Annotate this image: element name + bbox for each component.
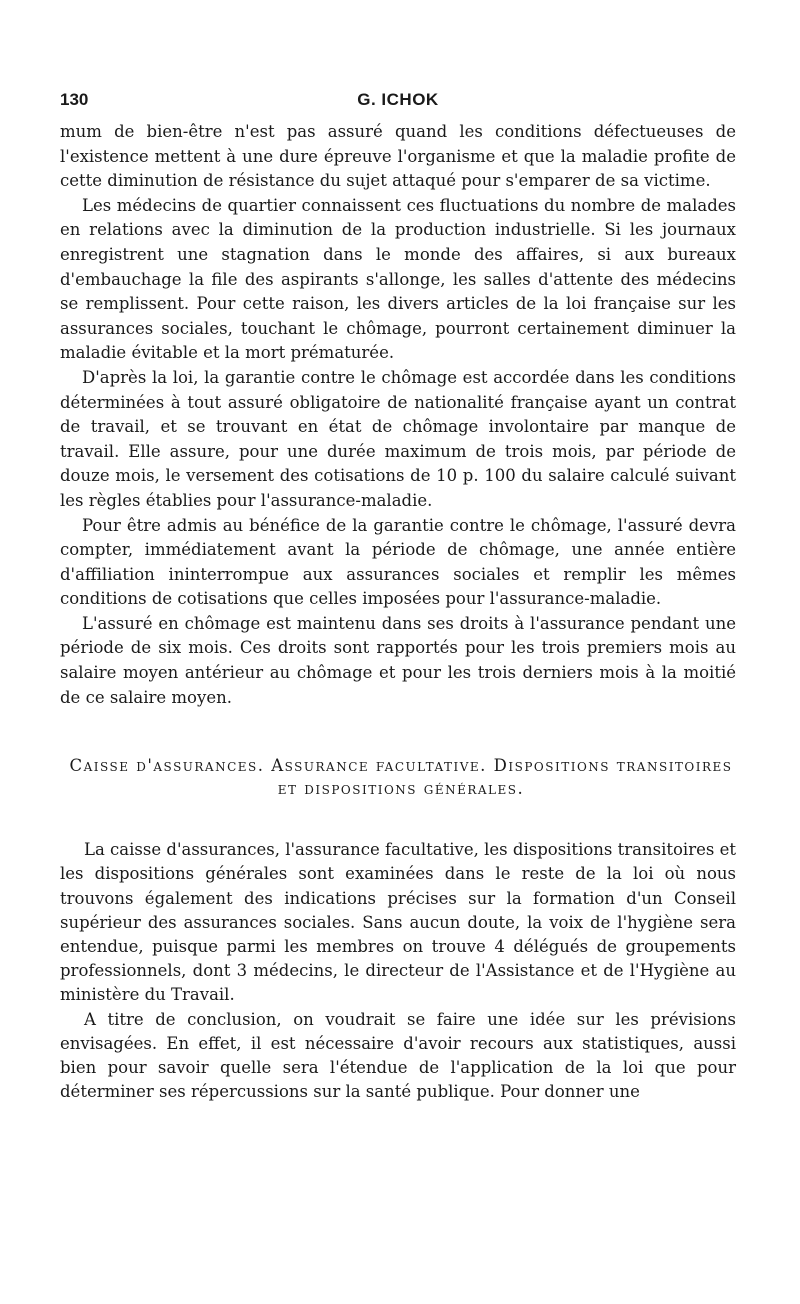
section-text	[60, 838, 736, 1104]
main-text	[60, 120, 736, 710]
paragraph: L'assuré en chômage est maintenu dans ses droits à l'assurance pendant une période de six mois. Ces droits sont rapportés pour les trois premiers mois au salaire moyen antérieur au chômage et pour les trois derniers mois à la moitié de ce salaire moyen.	[60, 613, 736, 707]
section-heading-line-2: et dispositions générales.	[277, 779, 525, 799]
page-number: 130	[60, 90, 89, 109]
running-head-author: G. ICHOK	[357, 90, 439, 109]
section-heading	[60, 754, 736, 800]
paragraph: D'après la loi, la garantie contre le chômage est accordée dans les conditions déterminées à tout assuré obligatoire de nationalité française ayant un contrat de travail, et se trouvant en état de chômage involontaire par manque de travail. Elle assure, pour une durée maximum de trois mois, par période de douze mois, le versement des cotisations de 10 p. 100 du salaire calculé suivant les règles établies pour l'assurance-maladie.	[60, 367, 736, 510]
paragraph: Les médecins de quartier connaissent ces fluctuations du nombre de malades en relations avec la diminution de la production industrielle. Si les journaux enregistrent une stagnation dans le monde des affaires, si aux bureaux d'embauchage la file des aspirants s'allonge, les salles d'attente des médecins se remplissent. Pour cette raison, les divers articles de la loi française sur les assurances sociales, touchant le chômage, pourront certainement diminuer la maladie évitable et la mort prématurée.	[60, 195, 736, 363]
paragraph: A titre de conclusion, on voudrait se faire une idée sur les prévisions envisagées. En effet, il est nécessaire d'avoir recours aux statistiques, aussi bien pour savoir quelle sera l'étendue de l'application de la loi que pour déterminer ses répercussions sur la santé publique. Pour donner une	[60, 1009, 736, 1102]
running-head	[60, 90, 736, 120]
section-heading-line-1: Caisse d'assurances. Assurance facultative. Dispositions transitoires	[69, 756, 733, 776]
paragraph: mum de bien-être n'est pas assuré quand les conditions défectueuses de l'existence mettent à une dure épreuve l'organisme et que la maladie profite de cette diminution de résistance du sujet attaqué pour s'emparer de sa victime.	[60, 122, 736, 191]
paragraph: Pour être admis au bénéfice de la garantie contre le chômage, l'assuré devra compter, immédiatement avant la période de chômage, une année entière d'affiliation ininterrompue aux assurances sociales et remplir les mêmes conditions de cotisations que celles imposées pour l'assurance-maladie.	[60, 515, 736, 609]
book-page	[60, 90, 736, 1104]
paragraph: La caisse d'assurances, l'assurance facultative, les dispositions transitoires et les dispositions générales sont examinées dans le reste de la loi où nous trouvons également des indications précises sur la formation d'un Conseil supérieur des assurances sociales. Sans aucun doute, la voix de l'hygiène sera entendue, puisque parmi les membres on trouve 4 délégués de groupements professionnels, dont 3 médecins, le directeur de l'Assistance et de l'Hygiène au ministère du Travail.	[60, 840, 736, 1005]
